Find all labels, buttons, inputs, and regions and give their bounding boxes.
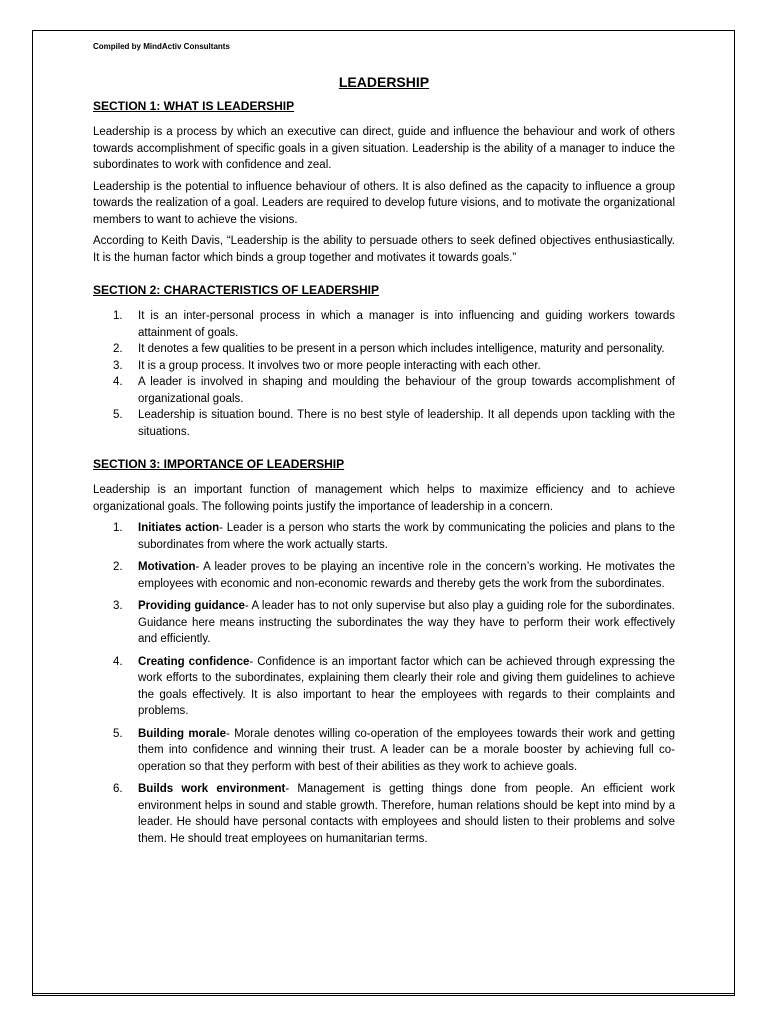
document-title-text: LEADERSHIP [338,74,430,90]
section3-heading: SECTION 3: IMPORTANCE OF LEADERSHIP [93,457,345,471]
list-item-term: Motivation [138,561,196,573]
list-item-term: Initiates action [138,522,220,534]
list-item-number: 2. [113,561,123,573]
list-item-text: - Management is getting things done from people. An efficient work environment helps in sound and stable growth. Therefore, human relations should be kept into mind by a leader. He should have personal contacts with employees and should listen to their problems and solve them. He should treat employees on humanitarian terms. [138,783,675,845]
section1-paragraph: Leadership is the potential to influence behaviour of others. It is also defined as the capacity to influence a group towards the realization of a goal. Leaders are required to develop future visions, and to motivate the organizational members to want to achieve the visions. [93,180,675,226]
section3-list [93,520,675,847]
section1-paragraph: According to Keith Davis, “Leadership is the ability to persuade others to seek defined objectives enthusiastically. It is the human factor which binds a group together and motivates it towards goals.” [93,235,675,264]
list-item [93,374,675,407]
section1-heading: SECTION 1: WHAT IS LEADERSHIP [93,99,295,113]
section3-intro: Leadership is an important function of management which helps to maximize efficiency and to achieve organizational goals. The following points justify the importance of leadership in a concern. [93,484,675,513]
list-item-text: It is a group process. It involves two or more people interacting with each other. [138,359,541,372]
list-item-text: - Confidence is an important factor which can be achieved through expressing the work efforts to the subordinates, explaining them clearly their role and giving them guidelines to achieve the goals effectively. It is also important to hear the employees with regards to their complaints and problems. [138,655,675,717]
list-item-term: Creating confidence [138,655,250,668]
list-item-number: 2. [113,343,123,355]
list-item-text: A leader is involved in shaping and moulding the behaviour of the group towards accomplishment of organizational goals. [138,376,675,405]
list-item-number: 1. [113,310,123,322]
list-item-number: 5. [113,727,123,740]
list-item-number: 6. [113,783,123,795]
section2-list [93,308,675,440]
list-item [93,654,675,720]
list-item-term: Building morale [138,727,227,740]
header-note: Compiled by MindActiv Consultants [93,42,230,51]
list-item [93,726,675,776]
list-item-number: 4. [113,655,123,668]
list-item-text: It denotes a few qualities to be present in a person which includes intelligence, maturity and personality. [138,343,665,355]
section2-heading: SECTION 2: CHARACTERISTICS OF LEADERSHIP [93,283,380,297]
list-item-text: - A leader has to not only supervise but also play a guiding role for the subordinates. Guidance here means instructing the subordinates the way they have to perform their work effectively and efficiently. [138,600,675,645]
list-item [93,341,675,358]
section1-paragraph: Leadership is a process by which an executive can direct, guide and influence the behaviour and work of others towards accomplishment of specific goals in a given situation. Leadership is the ability of a manager to induce the subordinates to work with confidence and zeal. [93,126,675,171]
list-item-number: 5. [113,409,123,421]
page-bottom-rule [32,993,735,996]
list-item-text: - Morale denotes willing co-operation of the employees towards their work and getting them into confidence and winning their trust. A leader can be a morale booster by achieving full co-operation so that they perform with best of their abilities as they work to achieve goals. [138,727,675,773]
list-item [93,598,675,648]
list-item [93,308,675,341]
list-item-text: Leadership is situation bound. There is no best style of leadership. It all depends upon tackling with the situations. [138,409,675,438]
list-item-number: 1. [113,522,123,534]
list-item-number: 3. [113,359,123,372]
list-item [93,407,675,440]
list-item-number: 3. [113,600,123,612]
list-item-text: - Leader is a person who starts the work by communicating the policies and plans to the subordinates from where the work actually starts. [138,522,675,551]
list-item [93,781,675,847]
document-content [93,41,675,853]
list-item-text: It is an inter-personal process in which a manager is into influencing and guiding workers towards attainment of goals. [138,310,675,339]
list-item-term: Builds work environment [138,783,286,795]
list-item [93,559,675,592]
list-item-term: Providing guidance [138,600,245,612]
list-item [93,520,675,553]
list-item [93,358,675,375]
list-item-text: - A leader proves to be playing an incentive role in the concern’s working. He motivates the employees with economic and non-economic rewards and thereby gets the work from the subordinates. [138,561,675,590]
list-item-number: 4. [113,376,123,388]
document-title [93,74,675,90]
